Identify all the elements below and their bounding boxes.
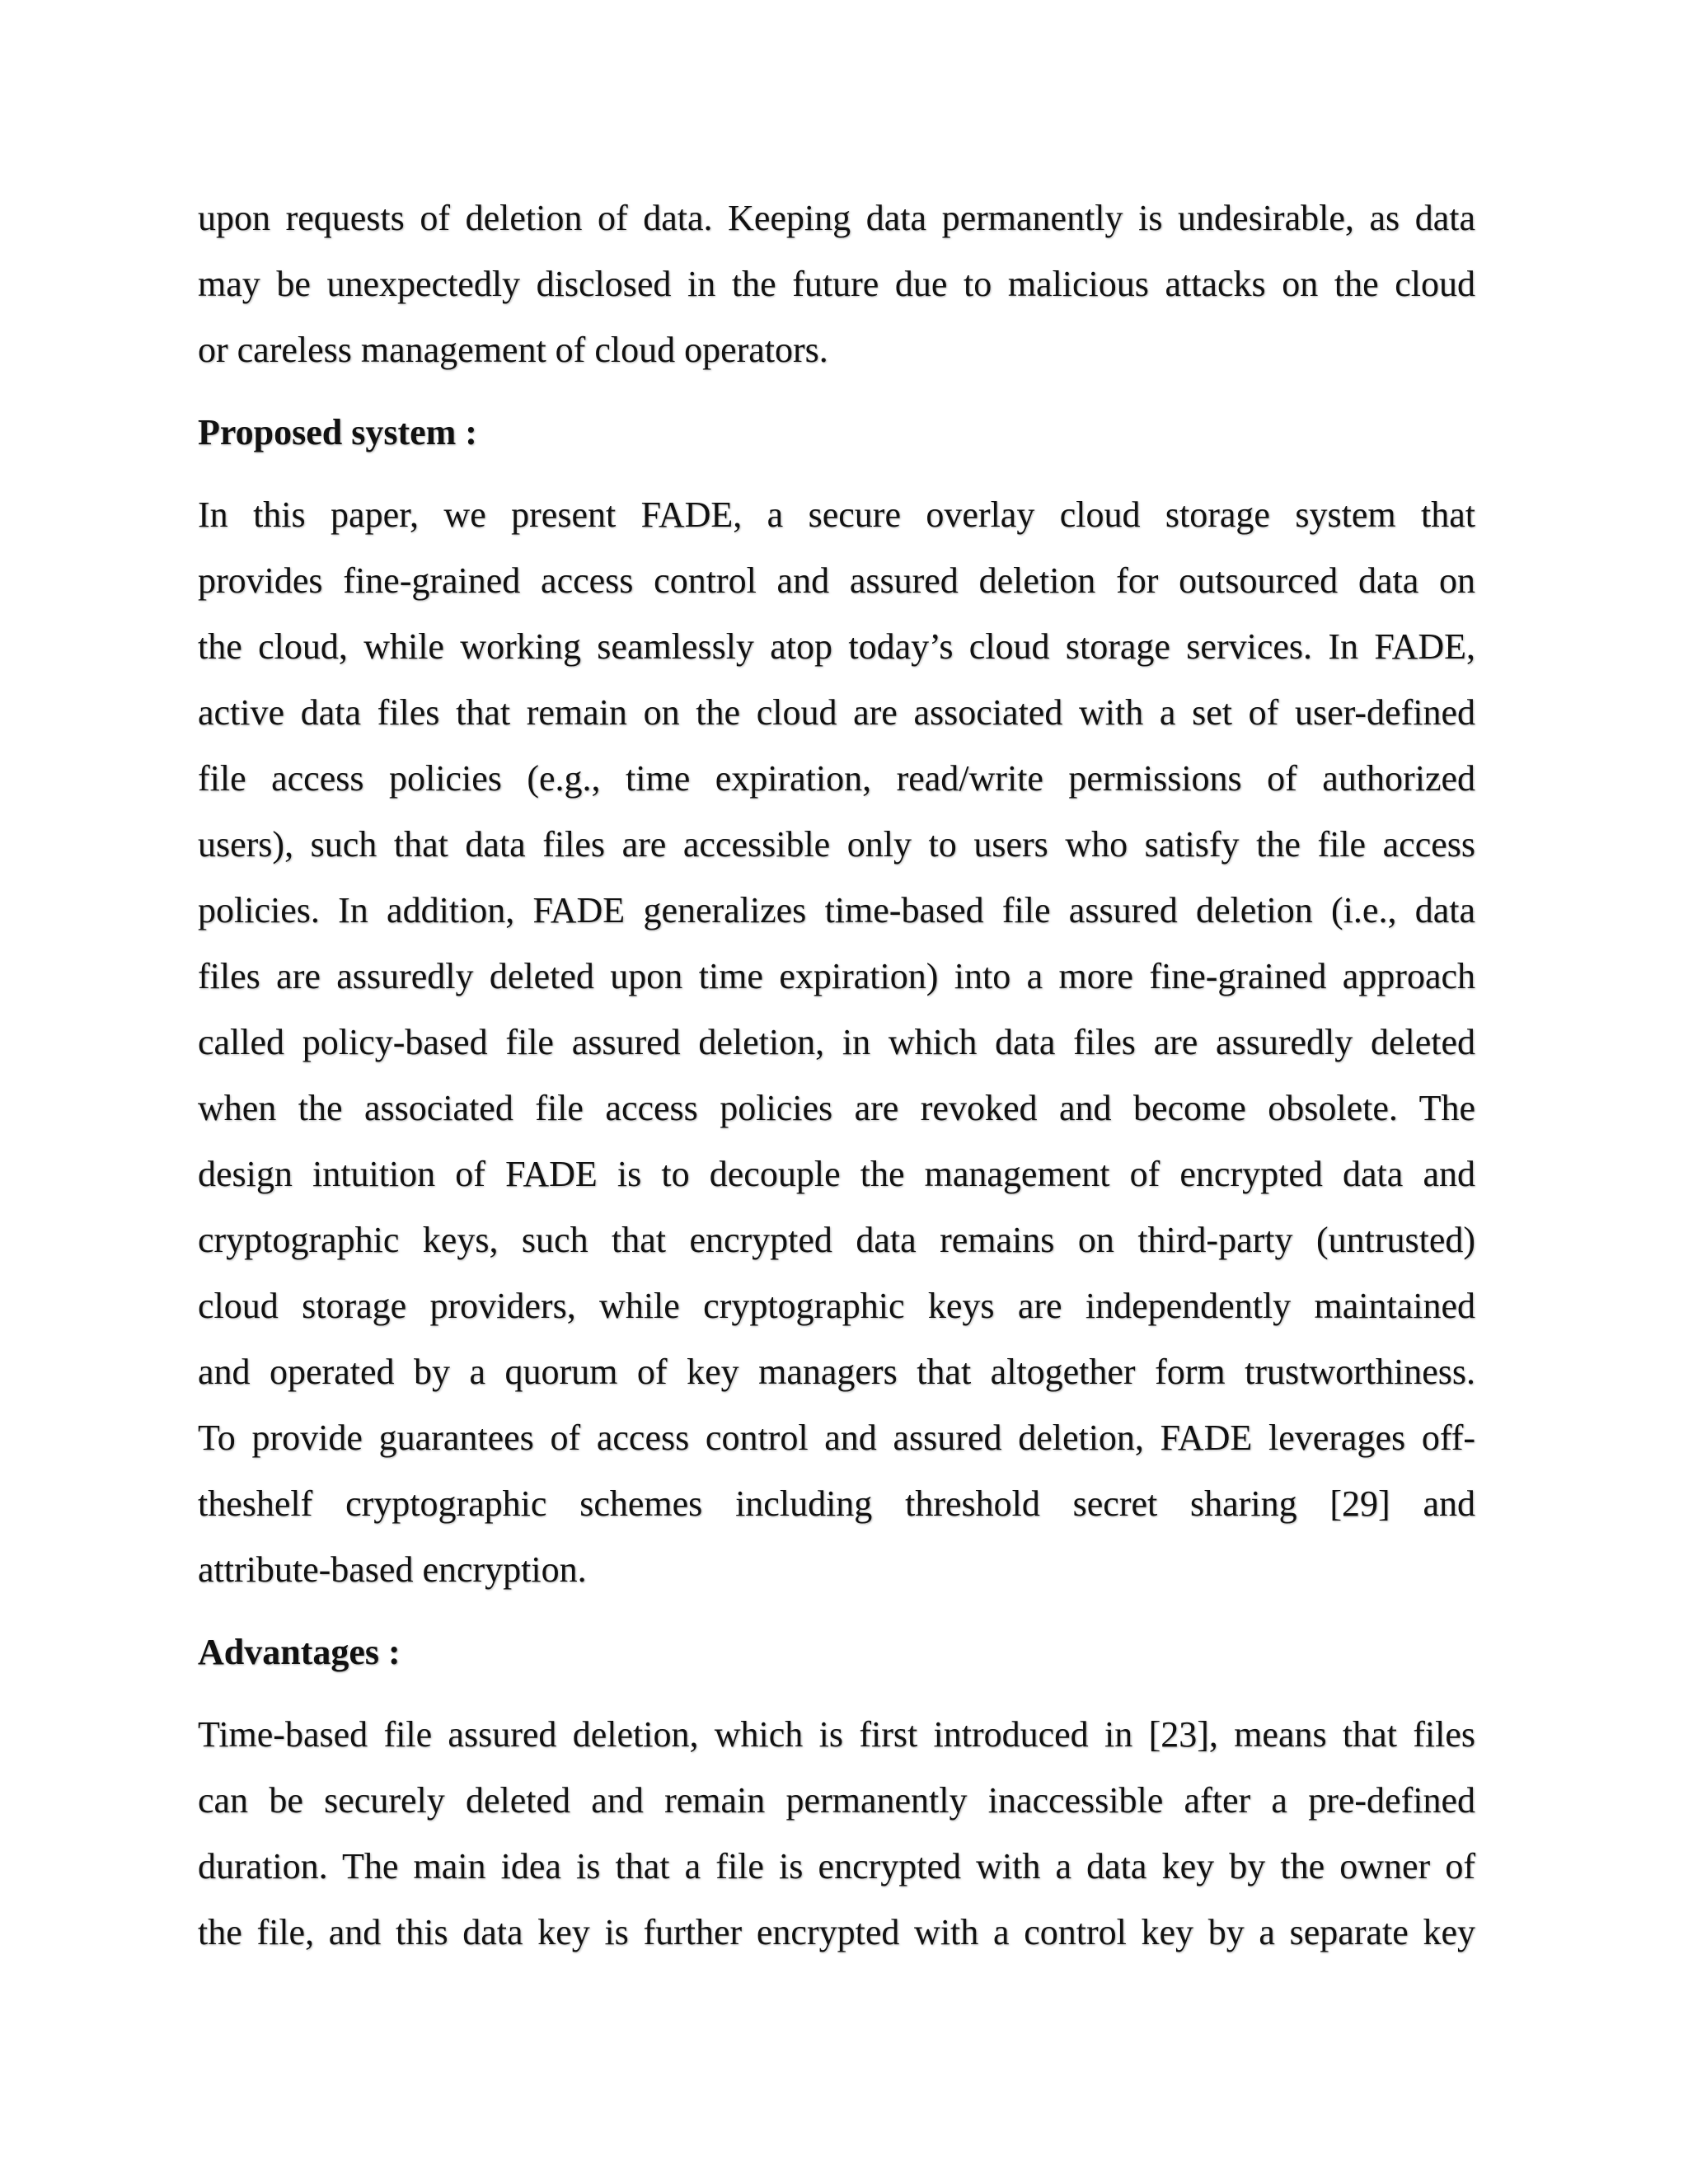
- advantages-line-1: Time-based file assured deletion, which is first introduced in [23], means that files: [198, 1714, 1475, 1755]
- proposed-line-11: design intuition of FADE is to decouple the management of encrypted data and: [198, 1154, 1475, 1194]
- advantages-line-2: can be securely deleted and remain permanently inaccessible after a pre-defined: [198, 1780, 1475, 1821]
- heading-advantages: Advantages :: [198, 1632, 401, 1672]
- proposed-line-16: theshelf cryptographic schemes including threshold secret sharing [29] and: [198, 1483, 1475, 1524]
- intro-line-3: or careless management of cloud operators.: [198, 330, 828, 370]
- advantages-line-3: duration. The main idea is that a file is encrypted with a data key by the owner of: [198, 1846, 1475, 1886]
- proposed-line-7: policies. In addition, FADE generalizes time-based file assured deletion (i.e., data: [198, 890, 1475, 930]
- proposed-line-13: cloud storage providers, while cryptographic keys are independently maintained: [198, 1286, 1475, 1326]
- proposed-line-12: cryptographic keys, such that encrypted data remains on third-party (untrusted): [198, 1220, 1475, 1260]
- intro-line-2: may be unexpectedly disclosed in the future due to malicious attacks on the cloud: [198, 264, 1475, 304]
- proposed-line-4: active data files that remain on the cloud are associated with a set of user-defined: [198, 692, 1475, 733]
- proposed-line-10: when the associated file access policies are revoked and become obsolete. The: [198, 1088, 1475, 1128]
- proposed-line-2: provides fine-grained access control and assured deletion for outsourced data on: [198, 560, 1475, 601]
- proposed-line-8: files are assuredly deleted upon time expiration) into a more fine-grained approach: [198, 956, 1475, 996]
- proposed-line-15: To provide guarantees of access control and assured deletion, FADE leverages off-: [198, 1418, 1475, 1458]
- proposed-line-6: users), such that data files are accessible only to users who satisfy the file access: [198, 824, 1475, 865]
- proposed-line-3: the cloud, while working seamlessly atop today’s cloud storage services. In FADE,: [198, 626, 1475, 667]
- proposed-line-5: file access policies (e.g., time expiration, read/write permissions of authorized: [198, 758, 1475, 799]
- proposed-line-1: In this paper, we present FADE, a secure overlay cloud storage system that: [198, 494, 1475, 535]
- proposed-line-17: attribute-based encryption.: [198, 1549, 587, 1590]
- proposed-line-9: called policy-based file assured deletion, in which data files are assuredly deleted: [198, 1022, 1475, 1062]
- intro-line-1: upon requests of deletion of data. Keeping data permanently is undesirable, as data: [198, 198, 1475, 238]
- proposed-line-14: and operated by a quorum of key managers that altogether form trustworthiness.: [198, 1352, 1475, 1392]
- heading-proposed-system: Proposed system :: [198, 412, 477, 452]
- advantages-line-4: the file, and this data key is further encrypted with a control key by a separate key: [198, 1912, 1475, 1952]
